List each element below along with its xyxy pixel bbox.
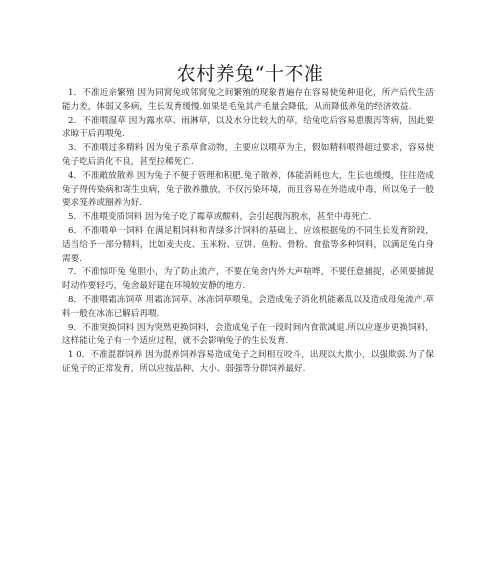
paragraph-8: 8．不准喂霜冻饲草 用霜冻饲草、冰冻饲草喂兔，会造成兔子消化机能紊乱以及造成母兔流产.草料一般在冰冻已解后再喂.	[62, 294, 434, 319]
paragraph-6: 6．不准喂单一饲料 在满足粗饲料和青绿多汁饲料的基础上，应该根据兔的不同生长发育阶段，适当给予一部分精料，比如麦夫皮、玉米粉、豆饼、鱼粉、骨粉、食盐等多种饲料，以满足兔白身需要.	[62, 225, 434, 264]
paragraph-10: 1 0．不准混群饲养 因为混养饲养容易造成兔子之间相互咬斗，出现以大欺小，以强欺弱.为了保证兔子的正常发育，所以应按品种、大小、弱强等分群饲养最好.	[62, 350, 434, 374]
paragraph-5: 5．不准喂变质饲料 因为兔子吃了霉草或酸料，会引起腹泻脱水，甚至中毒死亡.	[68, 212, 372, 223]
paragraph-7: 7．不准惊吓兔 兔胆小，为了防止流产，不要在兔舍内外大声喧哗，不要任意捕捉，必须要捕捉时动作要轻巧，兔舍最好建在环境较安静的地方.	[62, 267, 434, 292]
document-title: 农村养兔“十不准	[176, 63, 324, 85]
paragraph-9: 9．不准突换饲料 因为突然更换饲料，会造成兔子在一段时间内食欲减退.所以应逐步更换饲料，这样能让兔子有一个适应过程，就不会影响兔子的生长发育.	[62, 322, 434, 347]
paragraph-3: 3．不准喂过多精料 因为兔子系草食动物，主要应以喂草为主，假如精料喂得超过要求，容易使兔子吃后消化不良，甚至拉稀死亡.	[62, 143, 434, 167]
paragraph-4: 4．不准敞放散养 因为兔子不便于管理和积肥.兔子散养，体能消耗也大，生长也缓慢，往往造成兔子得传染病和寄生虫病，兔子散养撒放，不仅污染环境，而且容易在外造成中毒，所以兔子一般要求笼养或圈养为好.	[62, 170, 434, 209]
document-body	[62, 87, 434, 377]
paragraph-2: 2．不准喂湿草 因为露水草、雨淋草，以及水分比较大的草，给兔吃后容易患腹泻等病，因此要求晾干后再喂兔.	[62, 115, 434, 140]
paragraph-1: 1．不准近亲繁殖 因为同窝兔或邻窝兔之间繁殖的现象普遍存在容易使兔种退化，所产后代生活能力差，体弱又多病，生长发育缓慢.如果是毛兔其产毛量会降低，从而降低养兔的经济效益.	[62, 88, 434, 112]
